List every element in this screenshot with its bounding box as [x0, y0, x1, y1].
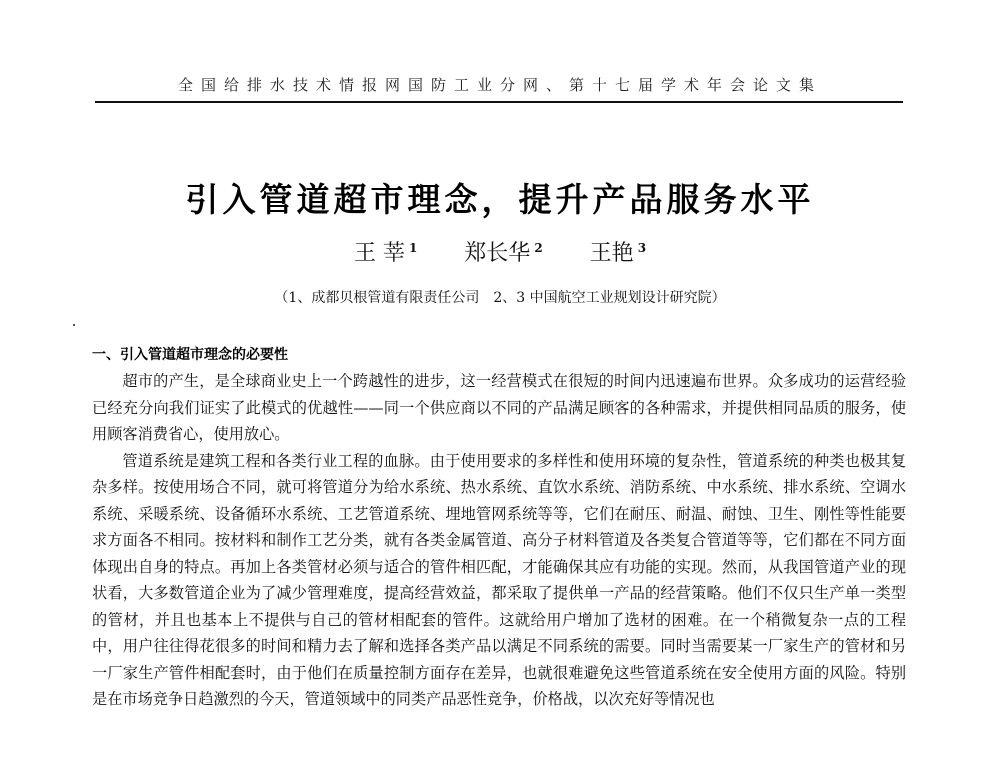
author-affiliation-mark: 1 — [408, 240, 418, 255]
author-affiliation-mark: 3 — [637, 240, 647, 255]
paper-title: 引入管道超市理念，提升产品服务水平 — [185, 180, 815, 219]
author-3 — [590, 236, 646, 267]
paragraph-1: 超市的产生，是全球商业史上一个跨越性的进步，这一经营模式在很短的时间内迅速遍布世界。众多成功的运营经验已经充分向我们证实了此模式的优越性——同一个供应商以不同的产品满足顾客的各种需求，并提供相同品质的服务，使用顾客消费省心，使用放心。 — [92, 372, 906, 443]
author-2 — [464, 236, 542, 267]
author-name: 郑长华 — [464, 241, 531, 266]
header-rule — [95, 101, 903, 103]
section-heading: 一、引入管道超市理念的必要性 — [92, 347, 288, 363]
author-affiliation-mark: 2 — [534, 240, 543, 255]
running-header: 全国给排水技术情报网国防工业分网、第十七届学术年会论文集 — [177, 76, 822, 94]
author-1 — [354, 236, 417, 267]
scan-speck — [73, 324, 75, 326]
author-name: 王 莘 — [353, 241, 405, 266]
affiliation-line: （1、成都贝根管道有限责任公司 2、3 中国航空工业规划设计研究院） — [274, 290, 726, 306]
body-text — [92, 368, 906, 713]
author-name: 王艳 — [589, 241, 634, 266]
paragraph-2: 管道系统是建筑工程和各类行业工程的血脉。由于使用要求的多样性和使用环境的复杂性，管道系统的种类也极其复杂多样。按使用场合不同，就可将管道分为给水系统、热水系统、直饮水系统、消防系统、中水系统、排水系统、空调水系统、采暖系统、设备循环水系统、工艺管道系统、埋地管网系统等等，它们在耐压、耐温、耐蚀、卫生、刚性等性能要求方面各不相同。按材料和制作工艺分类，就有各类金属管道、高分子材料管道及各类复合管道等等，它们都在不同方面体现出自身的特点。再加上各类管材必须与适合的管件相匹配，才能确保其应有功能的实现。然而，从我国管道产业的现状看，大多数管道企业为了减少管理难度，提高经营效益，都采取了提供单一产品的经营策略。他们不仅只生产单一类型的管材，并且也基本上不提供与自己的管材相配套的管件。这就给用户增加了选材的困难。在一个稍微复杂一点的工程中，用户往往得花很多的时间和精力去了解和选择各类产品以满足不同系统的需要。同时当需要某一厂家生产的管材和另一厂家生产管件相配套时，由于他们在质量控制方面存在差异，也就很难避免这些管道系统在安全使用方面的风险。特别是在市场竞争日趋激烈的今天，管道领域中的同类产品恶性竞争，价格战，以次充好等情况也 — [92, 451, 906, 708]
author-list — [0, 236, 1000, 267]
